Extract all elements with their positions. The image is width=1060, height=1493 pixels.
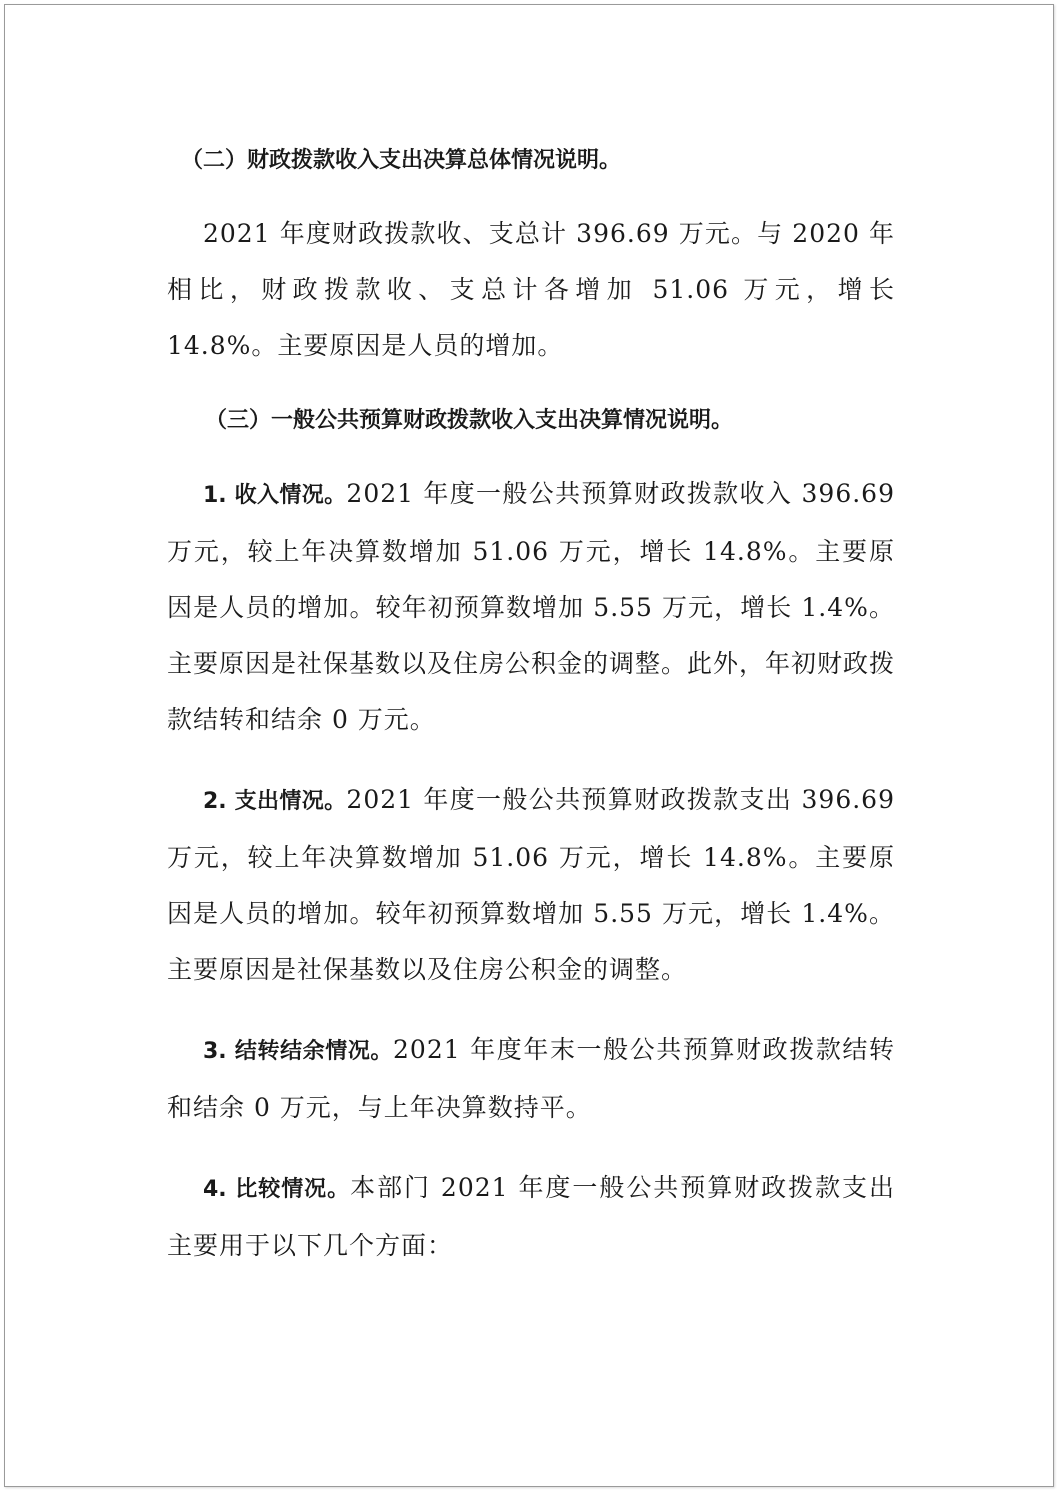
item-balance-text: 2021 年度年末一般公共预算财政拨款结转和结余 0 万元，与上年决算数持平。 [167,1035,895,1122]
item-expense-lead: 2. 支出情况。 [203,789,347,814]
item-income-text: 2021 年度一般公共预算财政拨款收入 396.69 万元，较上年决算数增加 51.06 万元，增长 14.8%。主要原因是人员的增加。较年初预算数增加 5.55 万元，增长 1.4%。主要原因是社保基数以及住房公积金的调整。此外，年初财政拨款结转和结余 0 万元。 [167,479,896,734]
section-heading-3: （三）一般公共预算财政拨款收入支出决算情况说明。 [205,408,734,433]
section-heading-2: （二）财政拨款收入支出决算总体情况说明。 [181,148,622,173]
item-income-lead: 1. 收入情况。 [203,483,347,508]
item-expense [167,772,895,998]
item-expense-text: 2021 年度一般公共预算财政拨款支出 396.69 万元，较上年决算数增加 51.06 万元，增长 14.8%。主要原因是人员的增加。较年初预算数增加 5.55 万元，增长 1.4%。主要原因是社保基数以及住房公积金的调整。 [167,785,895,984]
item-income [167,466,895,748]
section-2-paragraph: 2021 年度财政拨款收、支总计 396.69 万元。与 2020 年相比，财政拨款收、支总计各增加 51.06 万元，增长 14.8%。主要原因是人员的增加。 [167,219,895,360]
item-balance-lead: 3. 结转结余情况。 [203,1039,394,1064]
item-balance [167,1022,895,1136]
item-comparison [167,1160,895,1274]
item-comparison-lead: 4. 比较情况。 [203,1177,351,1202]
item-comparison-text: 本部门 2021 年度一般公共预算财政拨款支出主要用于以下几个方面： [167,1173,895,1260]
document-body [167,138,895,1274]
